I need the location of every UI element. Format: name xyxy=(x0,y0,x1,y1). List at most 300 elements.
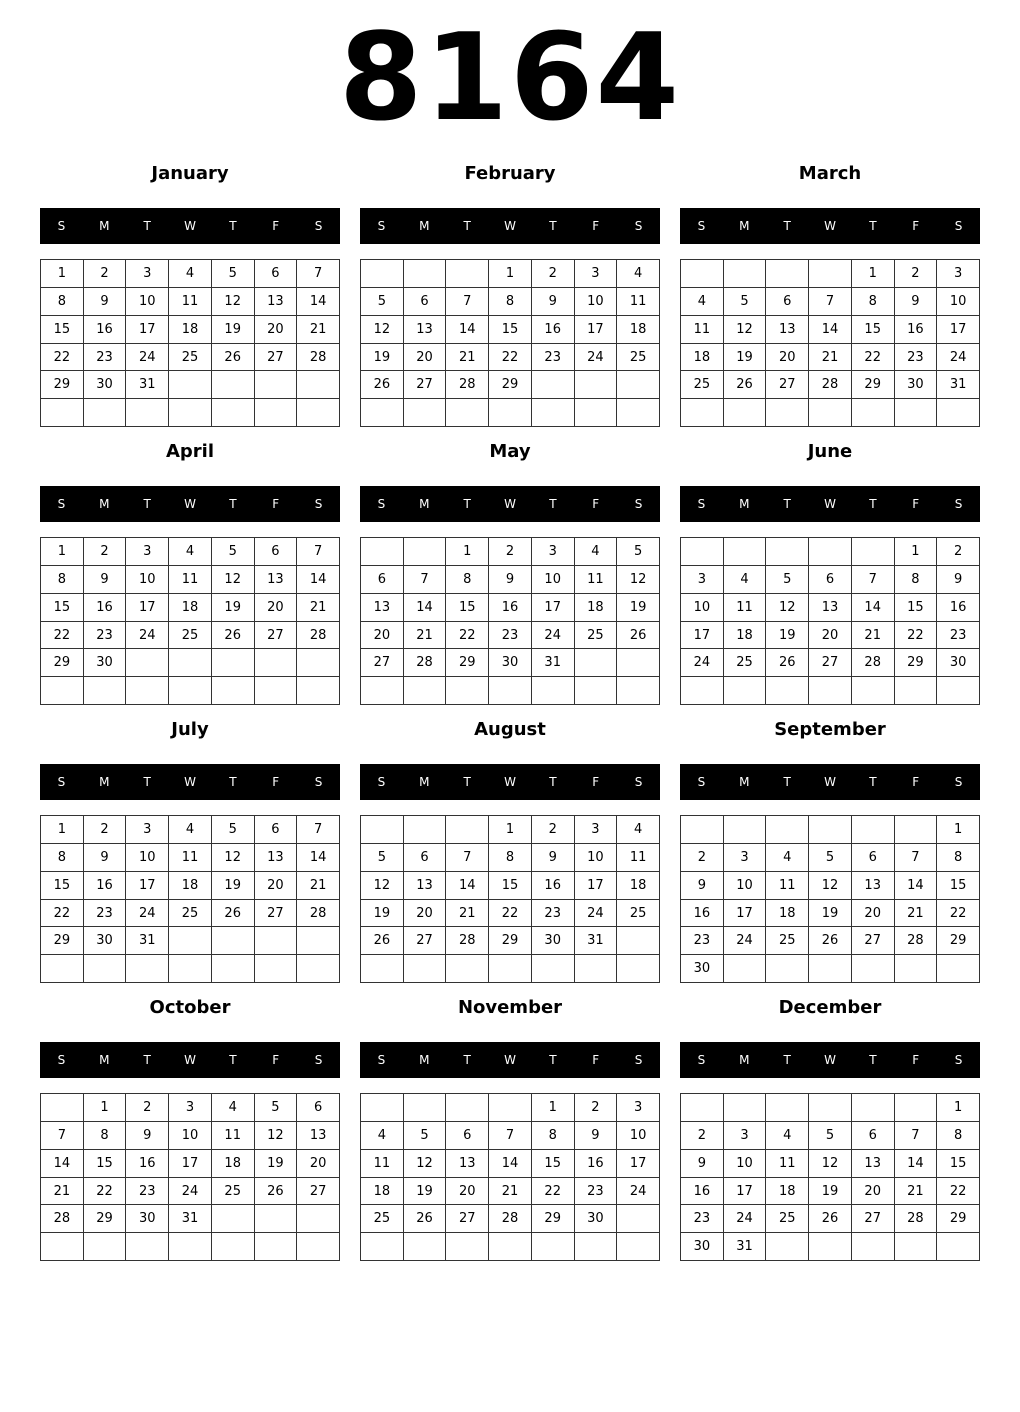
day-cell: 15 xyxy=(489,316,532,344)
day-cell: 24 xyxy=(724,927,767,955)
weekday-header: S xyxy=(377,497,386,511)
day-cell: 6 xyxy=(255,816,298,844)
day-cell: 17 xyxy=(724,1178,767,1206)
empty-day-cell xyxy=(681,538,724,566)
day-cell: 26 xyxy=(809,1205,852,1233)
empty-day-cell xyxy=(212,649,255,677)
weekday-header: M xyxy=(739,1053,750,1067)
weekday-header: S xyxy=(314,775,323,789)
day-cell: 23 xyxy=(681,927,724,955)
day-cell: 19 xyxy=(809,1178,852,1206)
empty-day-cell xyxy=(255,1233,298,1261)
weekday-header: F xyxy=(272,219,280,233)
day-cell: 22 xyxy=(489,344,532,372)
empty-day-cell xyxy=(766,955,809,983)
empty-day-cell xyxy=(681,399,724,427)
day-cell: 4 xyxy=(681,288,724,316)
day-cell: 20 xyxy=(404,344,447,372)
day-grid xyxy=(680,259,980,427)
day-cell: 10 xyxy=(169,1122,212,1150)
empty-day-cell xyxy=(575,399,618,427)
empty-day-cell xyxy=(617,1205,660,1233)
empty-day-cell xyxy=(404,1233,447,1261)
weekday-header: S xyxy=(697,497,706,511)
empty-day-cell xyxy=(681,1094,724,1122)
month-name: May xyxy=(489,441,531,462)
day-cell: 21 xyxy=(446,900,489,928)
day-cell: 19 xyxy=(212,316,255,344)
day-cell: 16 xyxy=(575,1150,618,1178)
day-cell: 1 xyxy=(41,816,84,844)
day-cell: 2 xyxy=(489,538,532,566)
day-cell: 9 xyxy=(84,566,127,594)
day-grid xyxy=(680,1093,980,1261)
empty-day-cell xyxy=(297,955,340,983)
weekday-header: T xyxy=(549,219,557,233)
day-cell: 6 xyxy=(361,566,404,594)
empty-day-cell xyxy=(126,649,169,677)
empty-day-cell xyxy=(84,1233,127,1261)
empty-day-cell xyxy=(361,1094,404,1122)
day-cell: 17 xyxy=(126,872,169,900)
day-cell: 18 xyxy=(617,872,660,900)
empty-day-cell xyxy=(361,538,404,566)
day-cell: 3 xyxy=(681,566,724,594)
day-cell: 5 xyxy=(212,816,255,844)
day-cell: 26 xyxy=(212,622,255,650)
day-cell: 10 xyxy=(126,844,169,872)
day-cell: 14 xyxy=(297,844,340,872)
day-cell: 24 xyxy=(937,344,980,372)
month-name: June xyxy=(807,441,853,462)
weekday-header: S xyxy=(954,219,963,233)
empty-day-cell xyxy=(446,1233,489,1261)
day-cell: 11 xyxy=(766,872,809,900)
day-cell: 5 xyxy=(361,844,404,872)
day-cell: 29 xyxy=(852,371,895,399)
day-cell: 20 xyxy=(297,1150,340,1178)
empty-day-cell xyxy=(724,955,767,983)
day-cell: 15 xyxy=(446,594,489,622)
day-cell: 30 xyxy=(126,1205,169,1233)
empty-day-cell xyxy=(446,816,489,844)
weekday-header: M xyxy=(739,219,750,233)
day-cell: 19 xyxy=(361,344,404,372)
empty-day-cell xyxy=(361,1233,404,1261)
weekday-header: S xyxy=(954,775,963,789)
day-cell: 27 xyxy=(852,1205,895,1233)
day-cell: 31 xyxy=(126,927,169,955)
day-cell: 9 xyxy=(84,844,127,872)
day-cell: 17 xyxy=(617,1150,660,1178)
day-cell: 13 xyxy=(766,316,809,344)
empty-day-cell xyxy=(532,399,575,427)
weekday-header: F xyxy=(912,775,920,789)
day-cell: 6 xyxy=(404,288,447,316)
day-cell: 27 xyxy=(361,649,404,677)
empty-day-cell xyxy=(724,260,767,288)
weekday-header: F xyxy=(912,497,920,511)
month-name: April xyxy=(165,441,215,462)
weekday-header: F xyxy=(912,1053,920,1067)
day-cell: 13 xyxy=(852,1150,895,1178)
empty-day-cell xyxy=(852,538,895,566)
day-cell: 26 xyxy=(361,371,404,399)
day-cell: 24 xyxy=(617,1178,660,1206)
day-cell: 25 xyxy=(617,344,660,372)
empty-day-cell xyxy=(297,371,340,399)
day-cell: 1 xyxy=(937,1094,980,1122)
day-cell: 11 xyxy=(212,1122,255,1150)
day-cell: 7 xyxy=(297,816,340,844)
day-cell: 8 xyxy=(852,288,895,316)
day-cell: 8 xyxy=(446,566,489,594)
empty-day-cell xyxy=(212,1233,255,1261)
day-cell: 14 xyxy=(297,288,340,316)
day-cell: 9 xyxy=(84,288,127,316)
weekday-header: W xyxy=(504,497,516,511)
day-cell: 3 xyxy=(575,260,618,288)
empty-day-cell xyxy=(446,399,489,427)
day-cell: 29 xyxy=(489,371,532,399)
empty-day-cell xyxy=(212,927,255,955)
day-cell: 2 xyxy=(895,260,938,288)
day-cell: 11 xyxy=(361,1150,404,1178)
day-cell: 1 xyxy=(937,816,980,844)
day-cell: 24 xyxy=(681,649,724,677)
weekday-header: S xyxy=(314,497,323,511)
day-cell: 8 xyxy=(41,566,84,594)
empty-day-cell xyxy=(404,260,447,288)
day-cell: 19 xyxy=(724,344,767,372)
day-cell: 28 xyxy=(404,649,447,677)
day-cell: 2 xyxy=(681,1122,724,1150)
day-cell: 21 xyxy=(489,1178,532,1206)
weekday-header: T xyxy=(463,219,471,233)
day-cell: 15 xyxy=(937,1150,980,1178)
day-cell: 16 xyxy=(895,316,938,344)
day-cell: 28 xyxy=(895,927,938,955)
day-cell: 15 xyxy=(937,872,980,900)
day-cell: 27 xyxy=(852,927,895,955)
day-cell: 18 xyxy=(766,1178,809,1206)
day-cell: 28 xyxy=(852,649,895,677)
day-cell: 4 xyxy=(766,1122,809,1150)
day-cell: 16 xyxy=(681,900,724,928)
day-cell: 15 xyxy=(852,316,895,344)
empty-day-cell xyxy=(532,677,575,705)
day-cell: 14 xyxy=(41,1150,84,1178)
day-cell: 11 xyxy=(724,594,767,622)
weekday-header: S xyxy=(634,1053,643,1067)
empty-day-cell xyxy=(361,260,404,288)
empty-day-cell xyxy=(937,399,980,427)
day-cell: 22 xyxy=(41,900,84,928)
day-cell: 5 xyxy=(404,1122,447,1150)
day-cell: 13 xyxy=(404,872,447,900)
day-cell: 9 xyxy=(937,566,980,594)
day-cell: 12 xyxy=(212,844,255,872)
day-cell: 29 xyxy=(937,927,980,955)
day-cell: 31 xyxy=(575,927,618,955)
day-cell: 30 xyxy=(937,649,980,677)
month-name: September xyxy=(774,719,886,740)
empty-day-cell xyxy=(297,1233,340,1261)
day-grid xyxy=(360,815,660,983)
year-title: 8164 xyxy=(339,9,681,148)
day-cell: 14 xyxy=(809,316,852,344)
day-grid xyxy=(680,815,980,983)
day-cell: 31 xyxy=(126,371,169,399)
day-cell: 9 xyxy=(575,1122,618,1150)
day-cell: 12 xyxy=(766,594,809,622)
day-cell: 27 xyxy=(255,344,298,372)
day-cell: 4 xyxy=(169,816,212,844)
day-cell: 12 xyxy=(724,316,767,344)
day-cell: 30 xyxy=(84,649,127,677)
weekday-header: M xyxy=(419,775,430,789)
day-cell: 3 xyxy=(126,816,169,844)
day-cell: 5 xyxy=(617,538,660,566)
empty-day-cell xyxy=(489,1094,532,1122)
day-cell: 12 xyxy=(255,1122,298,1150)
empty-day-cell xyxy=(852,816,895,844)
empty-day-cell xyxy=(297,677,340,705)
empty-day-cell xyxy=(532,371,575,399)
weekday-header: W xyxy=(504,219,516,233)
weekday-header: S xyxy=(697,1053,706,1067)
day-cell: 15 xyxy=(895,594,938,622)
empty-day-cell xyxy=(169,649,212,677)
day-cell: 10 xyxy=(617,1122,660,1150)
day-cell: 26 xyxy=(255,1178,298,1206)
day-cell: 26 xyxy=(212,900,255,928)
day-cell: 22 xyxy=(937,900,980,928)
weekday-header: S xyxy=(57,1053,66,1067)
empty-day-cell xyxy=(617,677,660,705)
weekday-header: W xyxy=(504,775,516,789)
weekday-header: T xyxy=(463,497,471,511)
day-cell: 22 xyxy=(446,622,489,650)
weekday-header: S xyxy=(634,775,643,789)
weekday-header: T xyxy=(783,219,791,233)
day-cell: 24 xyxy=(532,622,575,650)
day-cell: 26 xyxy=(724,371,767,399)
empty-day-cell xyxy=(361,677,404,705)
weekday-header: S xyxy=(314,219,323,233)
day-cell: 27 xyxy=(404,927,447,955)
day-cell: 31 xyxy=(169,1205,212,1233)
day-cell: 10 xyxy=(126,566,169,594)
day-cell: 11 xyxy=(169,288,212,316)
weekday-header: W xyxy=(824,1053,836,1067)
day-cell: 16 xyxy=(532,316,575,344)
day-cell: 10 xyxy=(575,288,618,316)
weekday-header-bar xyxy=(40,764,340,800)
day-cell: 15 xyxy=(41,316,84,344)
day-cell: 18 xyxy=(575,594,618,622)
month-name: August xyxy=(474,719,546,740)
day-cell: 24 xyxy=(724,1205,767,1233)
empty-day-cell xyxy=(446,677,489,705)
weekday-header: T xyxy=(143,219,151,233)
empty-day-cell xyxy=(766,1094,809,1122)
day-cell: 5 xyxy=(212,260,255,288)
empty-day-cell xyxy=(41,399,84,427)
day-cell: 4 xyxy=(724,566,767,594)
weekday-header: F xyxy=(592,497,600,511)
day-cell: 17 xyxy=(681,622,724,650)
day-cell: 10 xyxy=(937,288,980,316)
empty-day-cell xyxy=(255,927,298,955)
day-cell: 23 xyxy=(532,900,575,928)
day-cell: 15 xyxy=(84,1150,127,1178)
day-cell: 10 xyxy=(724,1150,767,1178)
weekday-header: W xyxy=(184,1053,196,1067)
day-cell: 10 xyxy=(681,594,724,622)
weekday-header-bar xyxy=(360,764,660,800)
empty-day-cell xyxy=(766,677,809,705)
weekday-header: T xyxy=(783,775,791,789)
day-cell: 16 xyxy=(84,594,127,622)
day-cell: 12 xyxy=(212,566,255,594)
weekday-header: S xyxy=(954,497,963,511)
day-cell: 22 xyxy=(895,622,938,650)
day-cell: 30 xyxy=(895,371,938,399)
empty-day-cell xyxy=(852,1094,895,1122)
day-cell: 20 xyxy=(852,1178,895,1206)
day-cell: 29 xyxy=(41,371,84,399)
day-cell: 20 xyxy=(766,344,809,372)
weekday-header: F xyxy=(272,1053,280,1067)
weekday-header: S xyxy=(697,775,706,789)
weekday-header: W xyxy=(184,497,196,511)
day-cell: 26 xyxy=(212,344,255,372)
day-cell: 18 xyxy=(212,1150,255,1178)
day-cell: 25 xyxy=(361,1205,404,1233)
empty-day-cell xyxy=(361,816,404,844)
day-cell: 16 xyxy=(84,872,127,900)
day-cell: 21 xyxy=(809,344,852,372)
day-grid xyxy=(40,1093,340,1261)
empty-day-cell xyxy=(532,955,575,983)
day-cell: 12 xyxy=(404,1150,447,1178)
day-cell: 25 xyxy=(724,649,767,677)
empty-day-cell xyxy=(852,399,895,427)
empty-day-cell xyxy=(169,399,212,427)
day-cell: 5 xyxy=(766,566,809,594)
day-cell: 19 xyxy=(212,594,255,622)
day-cell: 13 xyxy=(809,594,852,622)
empty-day-cell xyxy=(84,677,127,705)
day-cell: 29 xyxy=(489,927,532,955)
day-cell: 24 xyxy=(126,622,169,650)
empty-day-cell xyxy=(41,1094,84,1122)
empty-day-cell xyxy=(212,677,255,705)
empty-day-cell xyxy=(169,677,212,705)
weekday-header: T xyxy=(549,1053,557,1067)
empty-day-cell xyxy=(937,955,980,983)
weekday-header: W xyxy=(824,775,836,789)
day-cell: 1 xyxy=(446,538,489,566)
day-cell: 23 xyxy=(681,1205,724,1233)
empty-day-cell xyxy=(766,538,809,566)
day-cell: 7 xyxy=(297,538,340,566)
day-cell: 3 xyxy=(724,1122,767,1150)
day-cell: 30 xyxy=(575,1205,618,1233)
empty-day-cell xyxy=(809,816,852,844)
day-cell: 23 xyxy=(575,1178,618,1206)
day-cell: 14 xyxy=(895,1150,938,1178)
day-cell: 1 xyxy=(532,1094,575,1122)
day-cell: 18 xyxy=(169,872,212,900)
day-cell: 5 xyxy=(255,1094,298,1122)
empty-day-cell xyxy=(681,816,724,844)
day-cell: 14 xyxy=(404,594,447,622)
empty-day-cell xyxy=(617,1233,660,1261)
empty-day-cell xyxy=(766,816,809,844)
empty-day-cell xyxy=(126,399,169,427)
day-cell: 17 xyxy=(724,900,767,928)
empty-day-cell xyxy=(255,677,298,705)
day-cell: 6 xyxy=(297,1094,340,1122)
day-cell: 17 xyxy=(126,316,169,344)
day-cell: 28 xyxy=(297,344,340,372)
day-cell: 12 xyxy=(212,288,255,316)
empty-day-cell xyxy=(724,538,767,566)
day-cell: 4 xyxy=(361,1122,404,1150)
day-cell: 10 xyxy=(575,844,618,872)
empty-day-cell xyxy=(809,399,852,427)
day-cell: 12 xyxy=(617,566,660,594)
day-cell: 15 xyxy=(489,872,532,900)
month-name: October xyxy=(149,997,231,1018)
day-cell: 18 xyxy=(724,622,767,650)
day-cell: 31 xyxy=(532,649,575,677)
empty-day-cell xyxy=(852,677,895,705)
empty-day-cell xyxy=(126,677,169,705)
weekday-header: S xyxy=(57,497,66,511)
day-cell: 18 xyxy=(766,900,809,928)
day-cell: 1 xyxy=(41,538,84,566)
day-cell: 12 xyxy=(361,316,404,344)
day-cell: 6 xyxy=(852,1122,895,1150)
day-cell: 22 xyxy=(532,1178,575,1206)
day-cell: 13 xyxy=(361,594,404,622)
day-cell: 1 xyxy=(895,538,938,566)
day-cell: 7 xyxy=(852,566,895,594)
day-cell: 13 xyxy=(297,1122,340,1150)
day-cell: 18 xyxy=(169,316,212,344)
empty-day-cell xyxy=(617,399,660,427)
empty-day-cell xyxy=(169,955,212,983)
day-cell: 3 xyxy=(575,816,618,844)
day-cell: 18 xyxy=(361,1178,404,1206)
weekday-header: T xyxy=(869,1053,877,1067)
day-cell: 20 xyxy=(255,594,298,622)
day-cell: 7 xyxy=(895,844,938,872)
day-cell: 30 xyxy=(681,955,724,983)
day-cell: 16 xyxy=(681,1178,724,1206)
day-cell: 28 xyxy=(489,1205,532,1233)
day-cell: 26 xyxy=(809,927,852,955)
empty-day-cell xyxy=(937,677,980,705)
empty-day-cell xyxy=(212,955,255,983)
day-cell: 8 xyxy=(84,1122,127,1150)
weekday-header: S xyxy=(314,1053,323,1067)
day-cell: 7 xyxy=(446,288,489,316)
weekday-header-bar xyxy=(360,486,660,522)
